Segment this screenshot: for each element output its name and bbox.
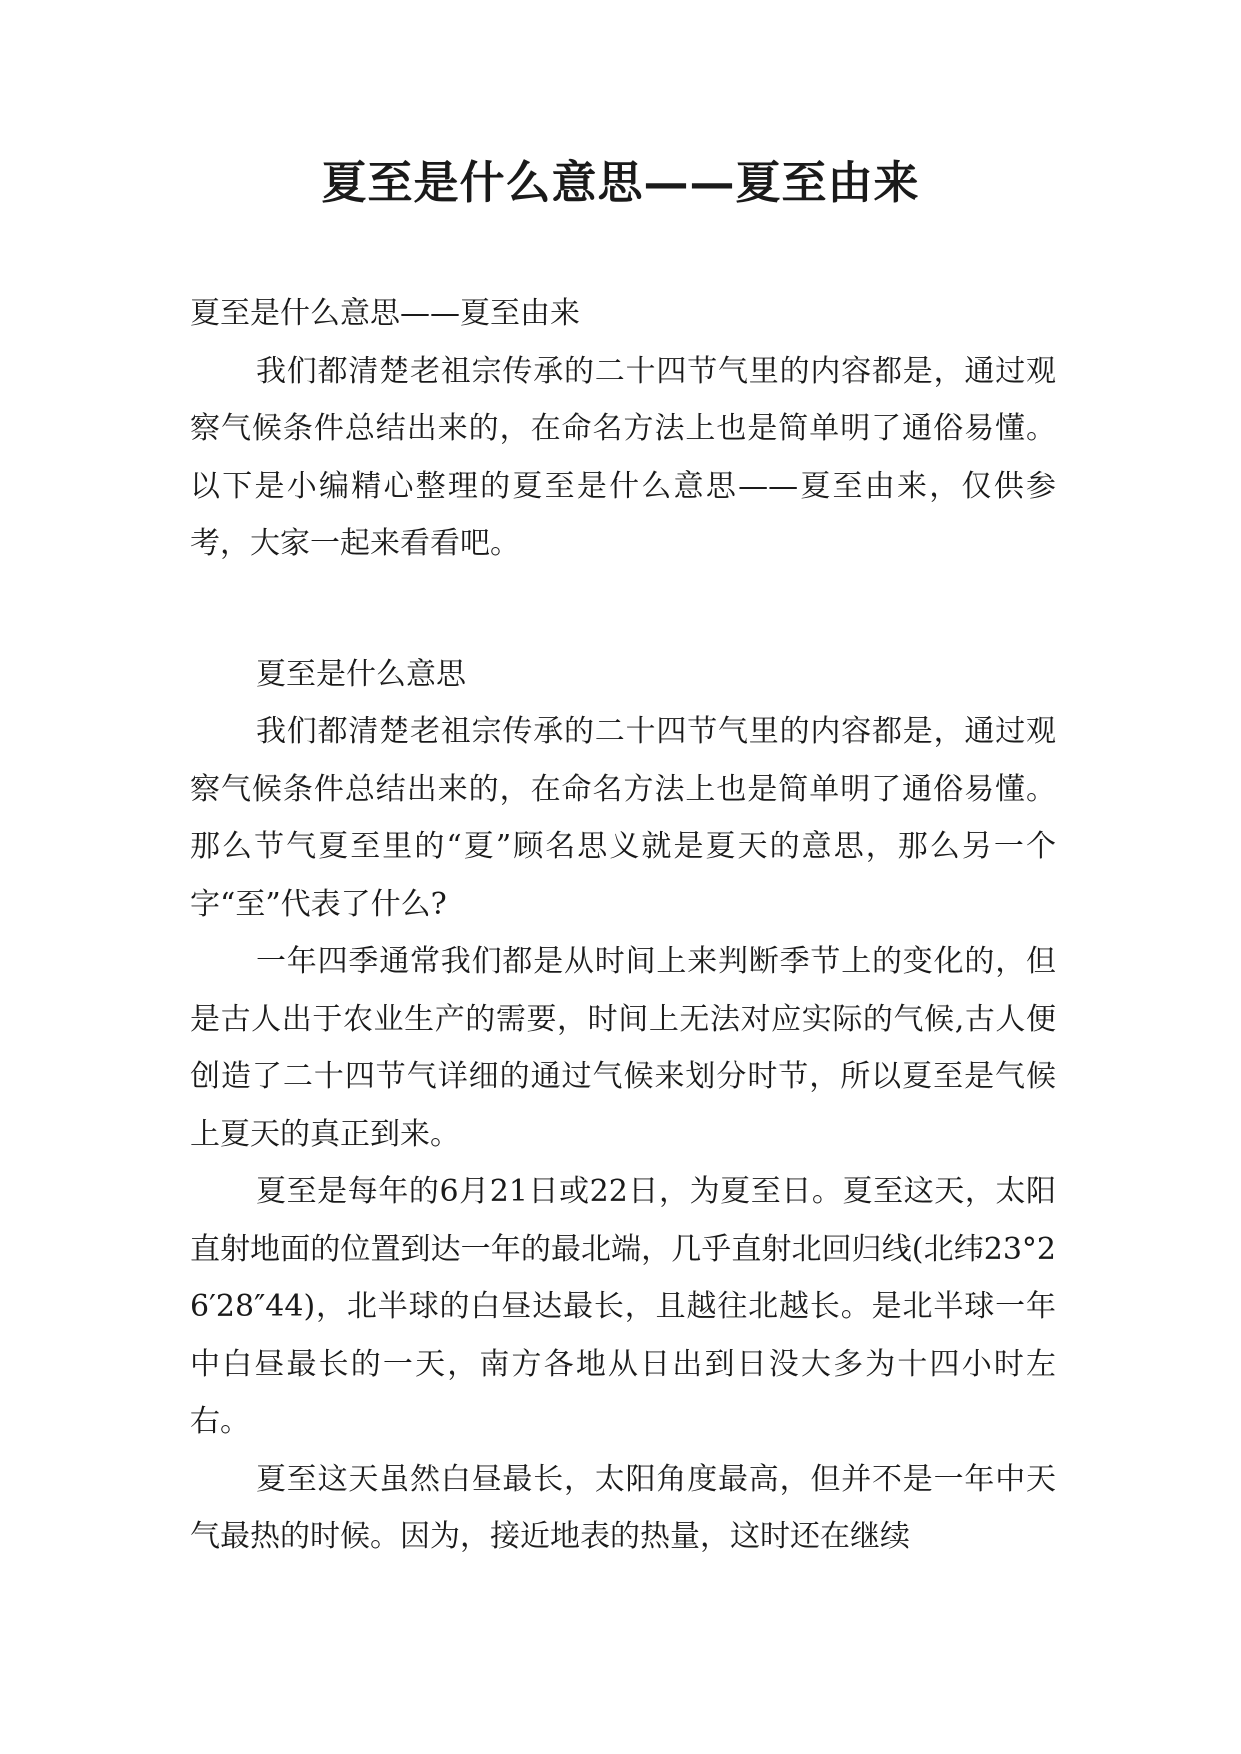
body-paragraph: 夏至是每年的6月21日或22日，为夏至日。夏至这天，太阳直射地面的位置到达一年的最北端，几乎直射北回归线(北纬23°26′28″44)，北半球的白昼达最长，且越往北越长。是北半球一年中白昼最长的一天，南方各地从日出到日没大多为十四小时左右。 (190, 1174, 1056, 1439)
document-title: 夏至是什么意思——夏至由来 (321, 156, 920, 209)
body-paragraph: 一年四季通常我们都是从时间上来判断季节上的变化的，但是古人出于农业生产的需要，时间上无法对应实际的气候,古人便创造了二十四节气详细的通过气候来划分时节，所以夏至是气候上夏天的真正到来。 (190, 944, 1056, 1152)
body-paragraph: 我们都清楚老祖宗传承的二十四节气里的内容都是，通过观察气候条件总结出来的，在命名方法上也是简单明了通俗易懂。那么节气夏至里的“夏”顾名思义就是夏天的意思，那么另一个字“至”代表了什么? (190, 714, 1056, 922)
intro-paragraph: 我们都清楚老祖宗传承的二十四节气里的内容都是，通过观察气候条件总结出来的，在命名方法上也是简单明了通俗易懂。以下是小编精心整理的夏至是什么意思——夏至由来，仅供参考，大家一起来看看吧。 (190, 353, 1056, 561)
paragraph-gap (190, 573, 1056, 646)
document-body (190, 285, 1056, 1566)
intro-heading: 夏至是什么意思——夏至由来 (190, 296, 580, 331)
section-heading: 夏至是什么意思 (256, 656, 466, 692)
body-paragraph: 夏至这天虽然白昼最长，太阳角度最高，但并不是一年中天气最热的时候。因为，接近地表的热量，这时还在继续 (190, 1461, 1056, 1554)
